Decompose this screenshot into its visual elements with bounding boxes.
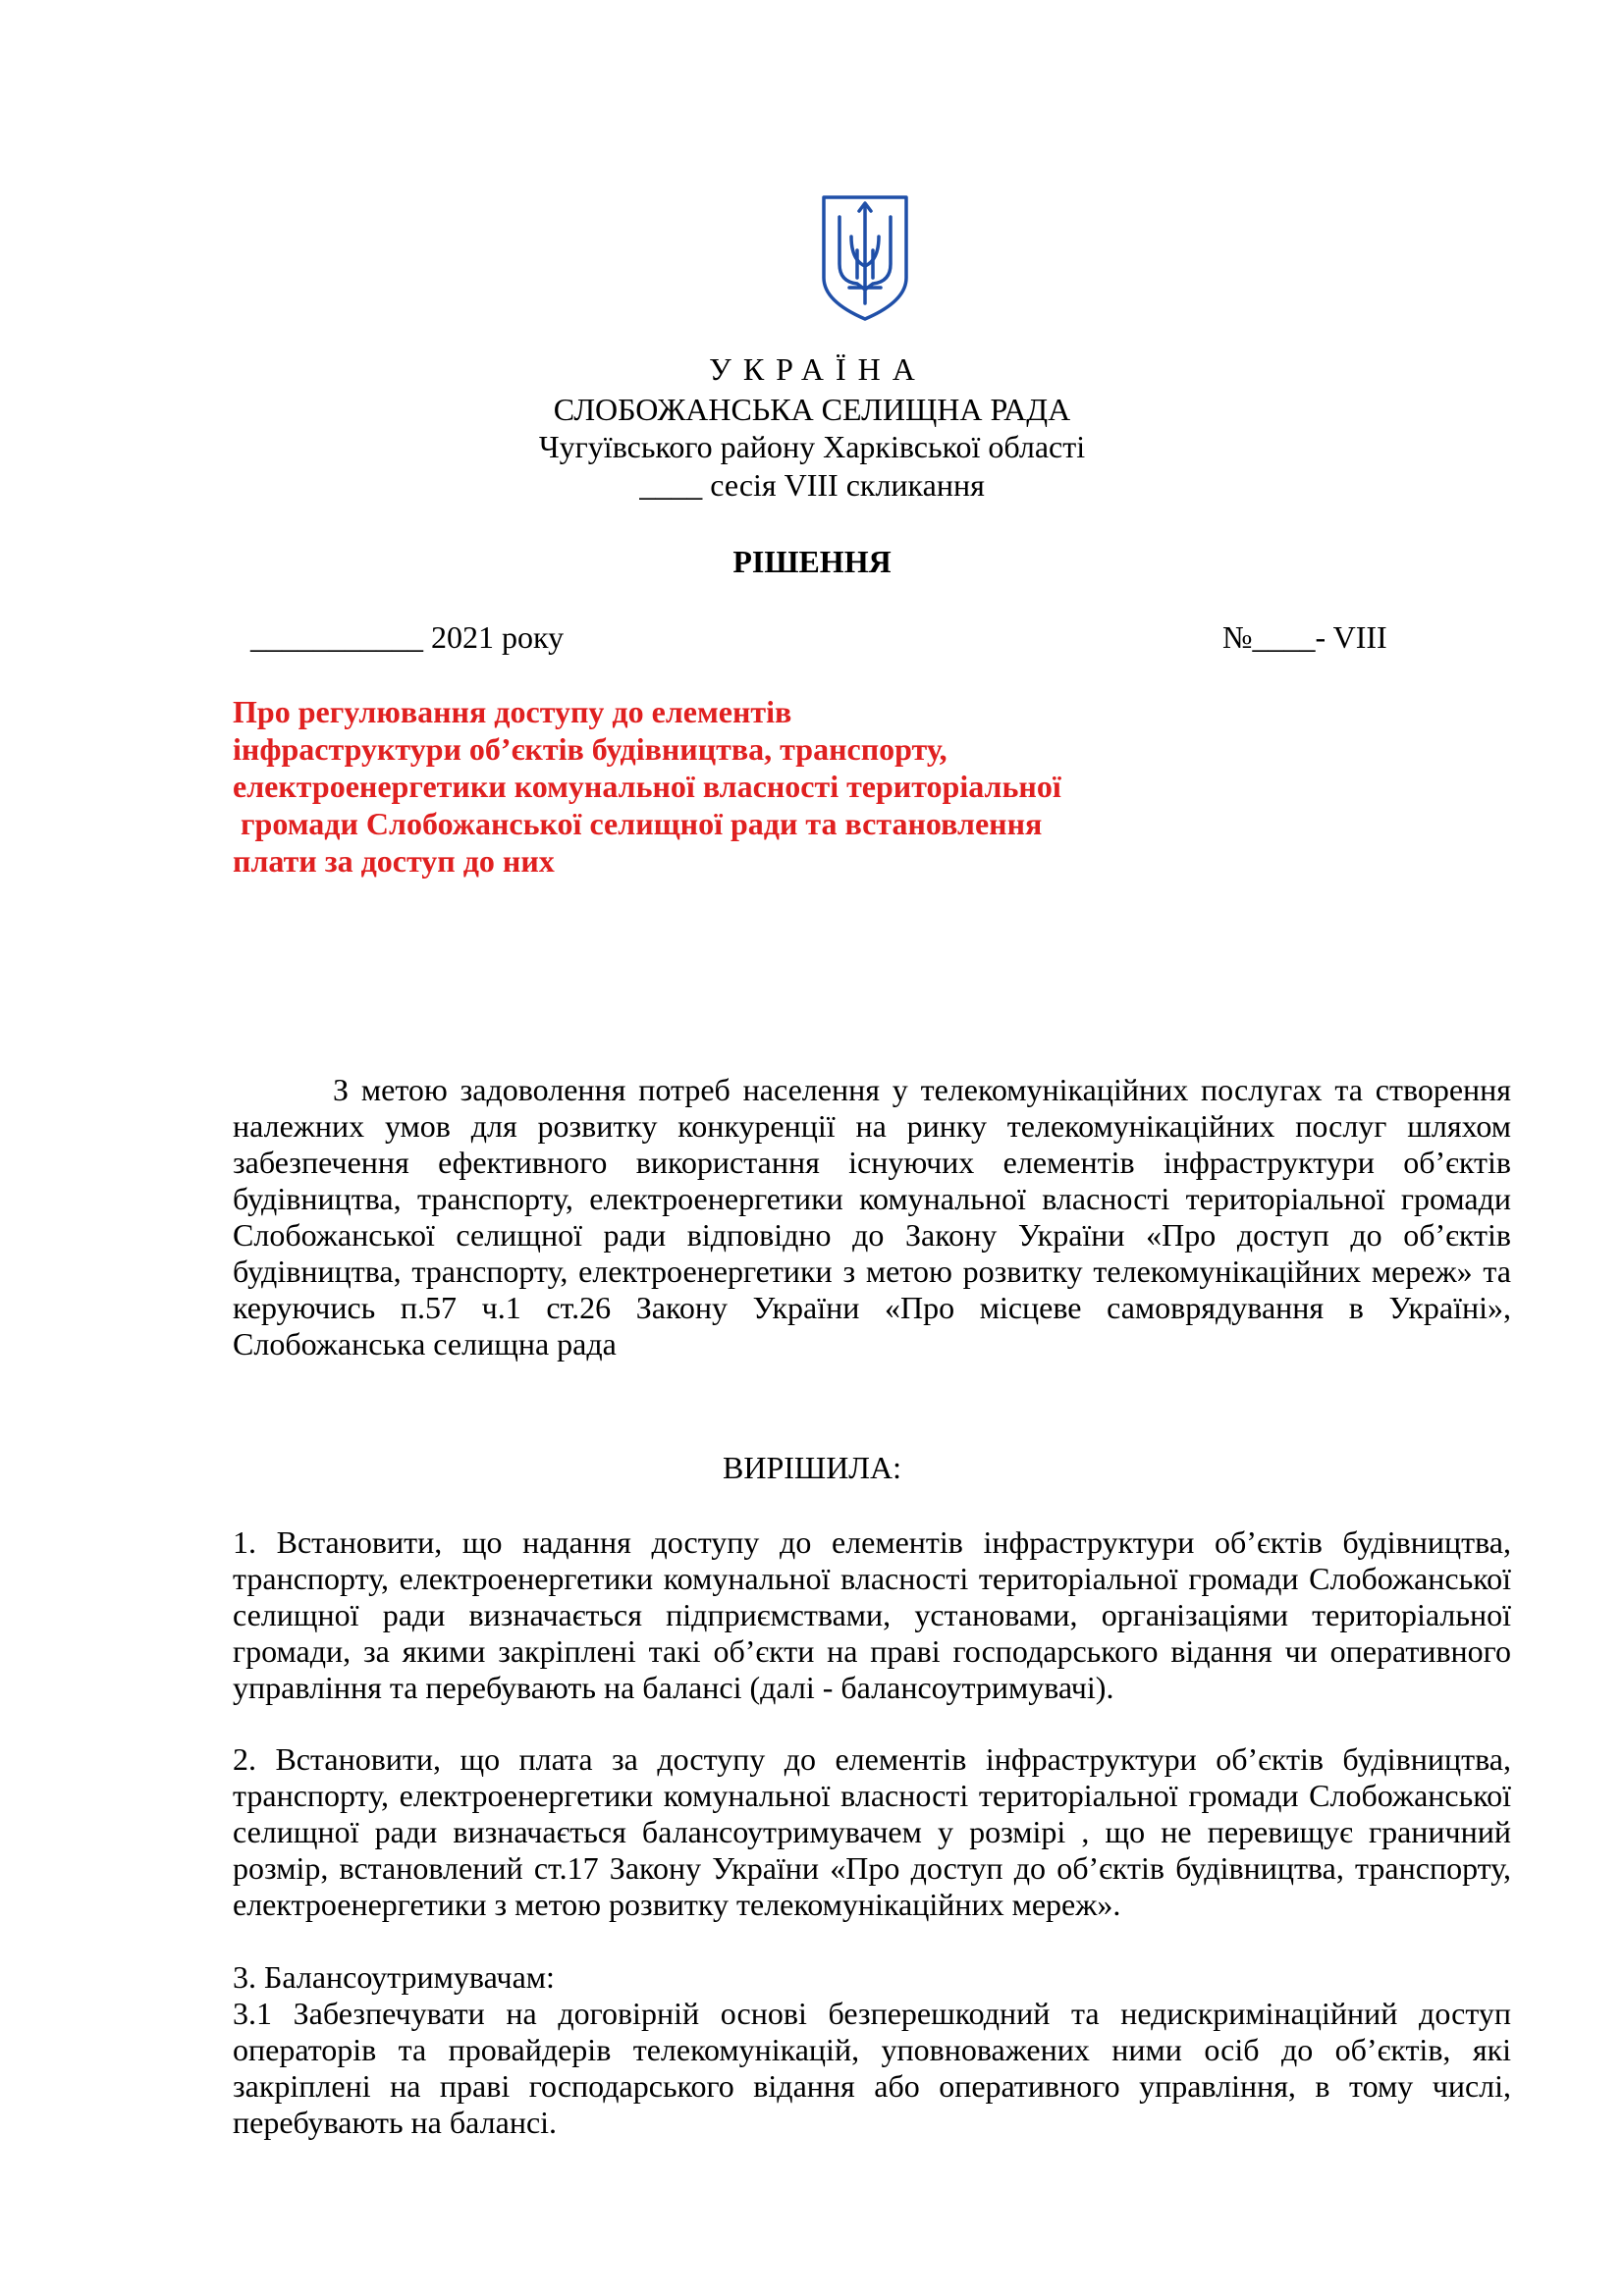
decision-item-2: 2. Встановити, що плата за доступу до елементів інфраструктури об’єктів будівництва, транспорту, електроенергетики комунальної власності територіальної громади Слобожанської селищної ради визначається балансоутримувачем у розмірі , що не перевищує граничний розмір, встановлений ст.17 Закону України «Про доступ до об’єктів будівництва, транспорту, електроенергетики з метою розвитку телекомунікаційних мереж». xyxy=(233,1741,1511,1922)
decision-title xyxy=(233,693,1215,880)
decision-item-1: 1. Встановити, що надання доступу до елементів інфраструктури об’єктів будівництва, транспорту, електроенергетики комунальної власності територіальної громади Слобожанської селищної ради визначається підприємствами, установами, організаціями територіальної громади, за якими закріплені такі об’єкти на праві господарського відання чи оперативного управління та перебувають на балансі (далі - балансоутримувачі). xyxy=(233,1524,1511,1705)
title-line: електроенергетики комунальної власності територіальної xyxy=(233,769,1061,804)
country-name: УКРАЇНА xyxy=(709,351,927,387)
title-line: громади Слобожанської селищної ради та встановлення xyxy=(233,806,1043,841)
decision-item-3: 3. Балансоутримувачам: xyxy=(233,1959,555,1995)
decision-number: №____- VIII xyxy=(1222,619,1387,655)
document-type: РІШЕННЯ xyxy=(732,544,892,579)
decision-item-3-1: 3.1 Забезпечувати на договірній основі безперешкодний та недискримінаційний доступ операторів та провайдерів телекомунікацій, уповноважених ними осіб до об’єктів, які закріплені на праві господарського відання або оперативного управління, в тому числі, перебувають на балансі. xyxy=(233,1996,1511,2140)
title-line: інфраструктури об’єктів будівництва, транспорту, xyxy=(233,731,947,767)
title-line: Про регулювання доступу до елементів xyxy=(233,694,792,729)
district-line: Чугуївського району Харківської області xyxy=(538,429,1086,464)
preamble-paragraph: З метою задоволення потреб населення у телекомунікаційних послугах та створення належних умов для розвитку конкуренції на ринку телекомунікаційних послуг шляхом забезпечення ефективного використання існуючих елементів інфраструктури об’єктів будівництва, транспорту, електроенергетики комунальної власності територіальної громади Слобожанської селищної ради відповідно до Закону України «Про доступ до об’єктів будівництва, транспорту, електроенергетики з метою розвитку телекомунікаційних мереж» та керуючись п.57 ч.1 ст.26 Закону України «Про місцеве самоврядування в Україні», Слобожанська селищна рада xyxy=(233,1072,1511,1362)
title-line: плати за доступ до них xyxy=(233,843,555,879)
coat-of-arms-icon xyxy=(818,191,912,323)
council-name: СЛОБОЖАНСЬКА СЕЛИЩНА РАДА xyxy=(553,392,1071,427)
session-line: ____ сесія VIII скликання xyxy=(639,467,985,503)
resolved-heading: ВИРІШИЛА: xyxy=(723,1450,901,1485)
decision-date: ___________ 2021 року xyxy=(250,619,565,655)
